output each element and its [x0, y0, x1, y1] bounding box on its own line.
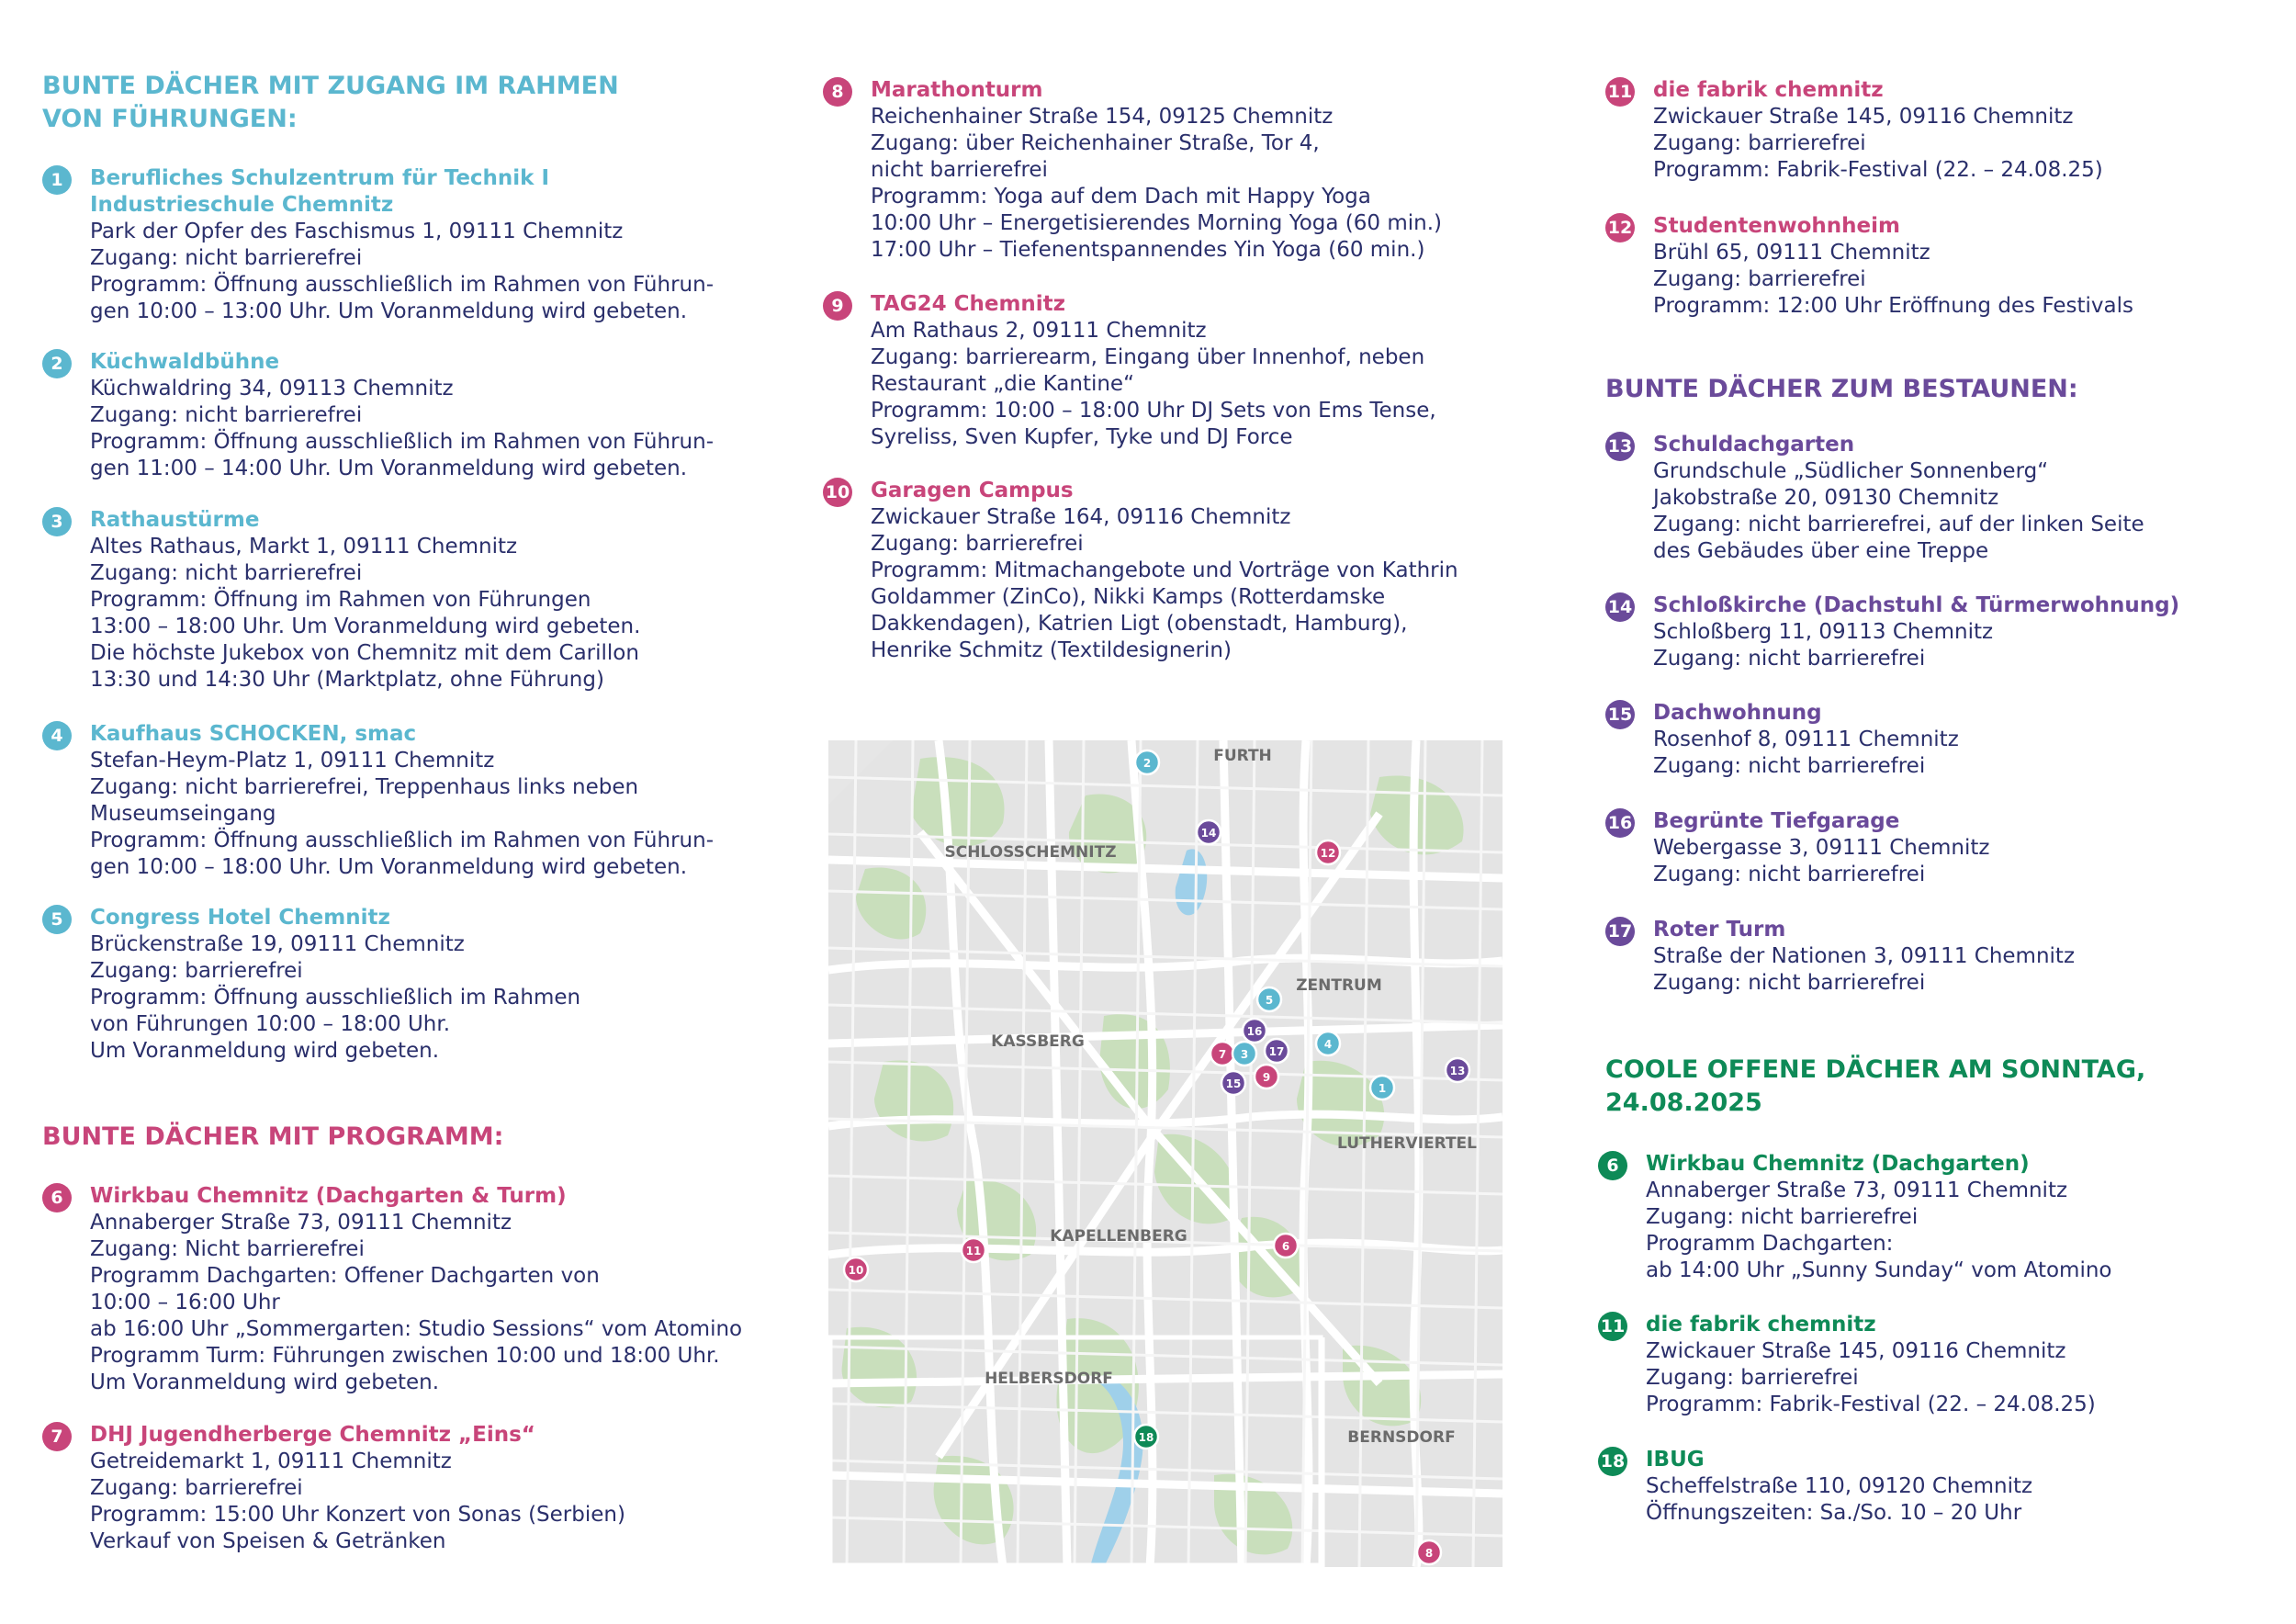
entry-detail: 17:00 Uhr – Tiefenentspannendes Yin Yoga (60 min.): [871, 238, 1425, 262]
map-marker-number: 8: [1424, 1547, 1434, 1560]
map-marker-number: 15: [1225, 1077, 1242, 1090]
entry-title: Industrieschule Chemnitz: [90, 193, 394, 217]
entry-detail: Programm: 12:00 Uhr Eröffnung des Festivals: [1653, 294, 2133, 318]
location-entry: [42, 721, 788, 881]
entry-detail: Die höchste Jukebox von Chemnitz mit dem Carillon: [90, 641, 639, 665]
entry-detail: Goldammer (ZinCo), Nikki Kamps (Rotterdamske: [871, 585, 1386, 609]
entry-detail: Zugang: über Reichenhainer Straße, Tor 4,: [871, 131, 1320, 155]
entry-title: TAG24 Chemnitz: [871, 292, 1066, 316]
map-marker-number: 9: [1262, 1071, 1271, 1084]
entry-title: Schuldachgarten: [1653, 433, 1855, 457]
entry-detail: Um Voranmeldung wird gebeten.: [90, 1370, 440, 1394]
entry-detail: gen 10:00 – 13:00 Uhr. Um Voranmeldung wird gebeten.: [90, 299, 688, 323]
entry-detail: Annaberger Straße 73, 09111 Chemnitz: [1646, 1179, 2068, 1202]
number-badge: 6: [1598, 1151, 1627, 1180]
entry-detail: Programm: Fabrik-Festival (22. – 24.08.25): [1646, 1393, 2096, 1416]
heading-line: BUNTE DÄCHER ZUM BESTAUNEN:: [1605, 375, 2078, 403]
entry-detail: Zugang: barrierefrei: [1646, 1366, 1859, 1390]
location-entry: [1598, 1447, 2296, 1527]
entry-title: Dachwohnung: [1653, 701, 1822, 725]
location-entry: [823, 291, 1569, 451]
entry-title: die fabrik chemnitz: [1646, 1313, 1876, 1336]
map-marker-number: 7: [1218, 1048, 1227, 1061]
map-marker-number: 2: [1142, 757, 1152, 770]
entry-detail: 10:00 – 16:00 Uhr: [90, 1291, 280, 1314]
entry-detail: Rosenhof 8, 09111 Chemnitz: [1653, 727, 1959, 751]
entry-detail: Zugang: Nicht barrierefrei: [90, 1237, 365, 1261]
entry-detail: Programm: Öffnung ausschließlich im Rahmen von Führun-: [90, 273, 714, 297]
entry-title: Studentenwohnheim: [1653, 214, 1900, 238]
entry-detail: gen 10:00 – 18:00 Uhr. Um Voranmeldung wird gebeten.: [90, 855, 688, 879]
entry-detail: Zugang: nicht barrierefrei: [90, 561, 363, 585]
entry-detail: Öffnungszeiten: Sa./So. 10 – 20 Uhr: [1646, 1501, 2022, 1525]
entry-detail: des Gebäudes über eine Treppe: [1653, 539, 1989, 563]
entry-detail: ab 14:00 Uhr „Sunny Sunday“ vom Atomino: [1646, 1258, 2112, 1282]
entry-detail: Zugang: barrierefrei: [1653, 131, 1866, 155]
entry-detail: Jakobstraße 20, 09130 Chemnitz: [1653, 486, 1999, 510]
entry-detail: Zugang: barrierefrei: [90, 959, 303, 983]
entry-detail: Getreidemarkt 1, 09111 Chemnitz: [90, 1449, 452, 1473]
entry-detail: Altes Rathaus, Markt 1, 09111 Chemnitz: [90, 535, 518, 558]
heading-line: BUNTE DÄCHER MIT PROGRAMM:: [42, 1122, 504, 1151]
entry-detail: Zugang: barrierefrei: [871, 532, 1084, 556]
entry-detail: 13:30 und 14:30 Uhr (Marktplatz, ohne Führung): [90, 668, 604, 692]
entry-detail: Annaberger Straße 73, 09111 Chemnitz: [90, 1211, 512, 1235]
entry-detail: Programm Turm: Führungen zwischen 10:00 und 18:00 Uhr.: [90, 1344, 720, 1368]
number-badge: 11: [1605, 77, 1635, 107]
map-marker-number: 13: [1449, 1065, 1466, 1077]
location-entry: [42, 905, 788, 1065]
entry-detail: Syreliss, Sven Kupfer, Tyke und DJ Force: [871, 425, 1293, 449]
number-badge: 18: [1598, 1447, 1627, 1476]
entry-detail: Programm Dachgarten: Offener Dachgarten von: [90, 1264, 600, 1288]
city-map: [828, 740, 1503, 1567]
district-label: LUTHERVIERTEL: [1336, 1134, 1478, 1153]
entry-detail: Schloßberg 11, 09113 Chemnitz: [1653, 620, 1994, 644]
entry-detail: Zugang: nicht barrierefrei: [1653, 647, 1926, 671]
entry-detail: Küchwaldring 34, 09113 Chemnitz: [90, 377, 454, 400]
entry-detail: Brückenstraße 19, 09111 Chemnitz: [90, 932, 465, 956]
number-badge: 3: [42, 507, 72, 536]
location-entry: [823, 77, 1569, 264]
heading-line: COOLE OFFENE DÄCHER AM SONNTAG,: [1605, 1055, 2146, 1084]
district-label: FURTH: [1213, 747, 1272, 765]
heading-line: 24.08.2025: [1605, 1088, 1762, 1117]
number-badge: 7: [42, 1422, 72, 1451]
entry-detail: Zwickauer Straße 164, 09116 Chemnitz: [871, 505, 1291, 529]
location-entry: [1605, 213, 2296, 320]
entry-title: Congress Hotel Chemnitz: [90, 906, 390, 930]
number-badge: 1: [42, 165, 72, 195]
entry-detail: Zugang: nicht barrierefrei: [1646, 1205, 1919, 1229]
entry-detail: Programm Dachgarten:: [1646, 1232, 1894, 1256]
entry-detail: Restaurant „die Kantine“: [871, 372, 1134, 396]
map-marker-number: 5: [1265, 994, 1274, 1007]
district-label: BERNSDORF: [1347, 1428, 1456, 1447]
entry-detail: Henrike Schmitz (Textildesignerin): [871, 638, 1232, 662]
location-entry: [42, 165, 788, 325]
number-badge: 11: [1598, 1312, 1627, 1341]
entry-detail: Grundschule „Südlicher Sonnenberg“: [1653, 459, 2049, 483]
number-badge: 5: [42, 905, 72, 934]
location-entry: [1605, 917, 2296, 997]
entry-title: DHJ Jugendherberge Chemnitz „Eins“: [90, 1423, 535, 1447]
entry-detail: Zwickauer Straße 145, 09116 Chemnitz: [1653, 105, 2074, 129]
entry-detail: Um Voranmeldung wird gebeten.: [90, 1039, 440, 1063]
entry-title: Garagen Campus: [871, 479, 1074, 502]
map-marker-number: 16: [1246, 1025, 1263, 1038]
entry-detail: Zugang: nicht barrierefrei, Treppenhaus links neben: [90, 775, 639, 799]
number-badge: 16: [1605, 808, 1635, 838]
entry-detail: Programm: 10:00 – 18:00 Uhr DJ Sets von Ems Tense,: [871, 399, 1436, 423]
entry-detail: 13:00 – 18:00 Uhr. Um Voranmeldung wird gebeten.: [90, 615, 641, 638]
map-marker-number: 14: [1200, 827, 1217, 840]
entry-detail: Museumseingang: [90, 802, 276, 826]
entry-detail: ab 16:00 Uhr „Sommergarten: Studio Sessions“ vom Atomino: [90, 1317, 743, 1341]
number-badge: 14: [1605, 592, 1635, 622]
entry-detail: 10:00 Uhr – Energetisierendes Morning Yoga (60 min.): [871, 211, 1442, 235]
map-graphic: [828, 740, 1503, 1567]
entry-detail: gen 11:00 – 14:00 Uhr. Um Voranmeldung wird gebeten.: [90, 457, 688, 480]
entry-title: Wirkbau Chemnitz (Dachgarten & Turm): [90, 1184, 567, 1208]
location-entry: [1605, 592, 2296, 672]
entry-detail: nicht barrierefrei: [871, 158, 1048, 182]
entry-detail: Zugang: nicht barrierefrei: [1653, 863, 1926, 886]
entry-detail: Zugang: nicht barrierefrei: [90, 403, 363, 427]
district-label: KAPELLENBERG: [1050, 1227, 1187, 1246]
map-marker-number: 18: [1138, 1431, 1154, 1444]
entry-title: IBUG: [1646, 1448, 1705, 1472]
entry-detail: Am Rathaus 2, 09111 Chemnitz: [871, 319, 1207, 343]
entry-detail: Programm: Öffnung ausschließlich im Rahmen von Führun-: [90, 829, 714, 852]
number-badge: 12: [1605, 213, 1635, 242]
number-badge: 9: [823, 291, 852, 321]
entry-detail: Programm: Fabrik-Festival (22. – 24.08.25): [1653, 158, 2103, 182]
location-entry: [42, 1183, 788, 1396]
entry-detail: Zugang: nicht barrierefrei, auf der linken Seite: [1653, 513, 2144, 536]
entry-detail: Zugang: barrierearm, Eingang über Innenhof, neben: [871, 345, 1425, 369]
number-badge: 6: [42, 1183, 72, 1212]
entry-detail: Park der Opfer des Faschismus 1, 09111 Chemnitz: [90, 220, 624, 243]
location-entry: [1605, 808, 2296, 888]
entry-detail: Programm: Yoga auf dem Dach mit Happy Yoga: [871, 185, 1371, 209]
entry-detail: Zwickauer Straße 145, 09116 Chemnitz: [1646, 1339, 2066, 1363]
entry-detail: Webergasse 3, 09111 Chemnitz: [1653, 836, 1990, 860]
district-label: ZENTRUM: [1296, 976, 1382, 995]
entry-title: Kaufhaus SCHOCKEN, smac: [90, 722, 417, 746]
location-entry: [42, 349, 788, 482]
entry-title: Marathonturm: [871, 78, 1043, 102]
location-entry: [42, 1422, 788, 1555]
entry-title: die fabrik chemnitz: [1653, 78, 1884, 102]
map-marker-number: 12: [1320, 847, 1336, 860]
location-entry: [1598, 1312, 2296, 1418]
number-badge: 4: [42, 721, 72, 750]
entry-detail: Programm: 15:00 Uhr Konzert von Sonas (Serbien): [90, 1503, 625, 1527]
location-entry: [1605, 432, 2296, 565]
entry-detail: Programm: Öffnung im Rahmen von Führungen: [90, 588, 591, 612]
map-marker-number: 3: [1240, 1048, 1249, 1061]
entry-title: Schloßkirche (Dachstuhl & Türmerwohnung): [1653, 593, 2180, 617]
entry-detail: Programm: Öffnung ausschließlich im Rahmen: [90, 986, 581, 1009]
number-badge: 17: [1605, 917, 1635, 946]
entry-detail: Zugang: nicht barrierefrei: [90, 246, 363, 270]
map-marker-number: 11: [965, 1245, 982, 1257]
map-marker-number: 1: [1378, 1082, 1387, 1095]
entry-title: Küchwaldbühne: [90, 350, 280, 374]
entry-detail: Dakkendagen), Katrien Ligt (obenstadt, Hamburg),: [871, 612, 1408, 636]
map-marker-number: 10: [848, 1264, 864, 1277]
location-entry: [1605, 700, 2296, 780]
number-badge: 10: [823, 478, 852, 507]
district-label: KASSBERG: [991, 1032, 1085, 1051]
location-entry: [42, 507, 788, 694]
location-entry: [823, 478, 1569, 664]
number-badge: 8: [823, 77, 852, 107]
entry-detail: Scheffelstraße 110, 09120 Chemnitz: [1646, 1474, 2033, 1498]
heading-line: VON FÜHRUNGEN:: [42, 105, 298, 133]
map-marker-number: 6: [1281, 1240, 1290, 1253]
entry-detail: Verkauf von Speisen & Getränken: [90, 1529, 446, 1553]
entry-detail: Zugang: nicht barrierefrei: [1653, 754, 1926, 778]
heading-program: [42, 1121, 503, 1154]
map-marker-number: 4: [1323, 1038, 1333, 1051]
entry-detail: Brühl 65, 09111 Chemnitz: [1653, 241, 1930, 265]
entry-detail: Zugang: barrierefrei: [1653, 267, 1866, 291]
entry-detail: Programm: Mitmachangebote und Vorträge von Kathrin: [871, 558, 1458, 582]
entry-detail: Programm: Öffnung ausschließlich im Rahmen von Führun-: [90, 430, 714, 454]
entry-title: Wirkbau Chemnitz (Dachgarten): [1646, 1152, 2030, 1176]
number-badge: 2: [42, 349, 72, 378]
entry-detail: Straße der Nationen 3, 09111 Chemnitz: [1653, 944, 2076, 968]
map-marker-number: 17: [1268, 1045, 1285, 1058]
heading-admire: [1605, 373, 2078, 406]
heading-line: BUNTE DÄCHER MIT ZUGANG IM RAHMEN: [42, 72, 619, 100]
entry-title: Rathaustürme: [90, 508, 260, 532]
number-badge: 15: [1605, 700, 1635, 729]
number-badge: 13: [1605, 432, 1635, 461]
entry-title: Roter Turm: [1653, 918, 1786, 942]
location-entry: [1605, 77, 2296, 184]
entry-detail: Reichenhainer Straße 154, 09125 Chemnitz: [871, 105, 1334, 129]
entry-detail: von Führungen 10:00 – 18:00 Uhr.: [90, 1012, 451, 1036]
entry-detail: Zugang: barrierefrei: [90, 1476, 303, 1500]
location-entry: [1598, 1151, 2296, 1284]
entry-title: Begrünte Tiefgarage: [1653, 809, 1900, 833]
heading-sunday: [1605, 1054, 2145, 1120]
district-label: SCHLOSSCHEMNITZ: [944, 843, 1117, 862]
entry-detail: Stefan-Heym-Platz 1, 09111 Chemnitz: [90, 749, 495, 773]
district-label: HELBERSDORF: [985, 1370, 1113, 1388]
entry-title: Berufliches Schulzentrum für Technik I: [90, 166, 550, 190]
heading-guided-tours: [42, 70, 619, 136]
entry-detail: Zugang: nicht barrierefrei: [1653, 971, 1926, 995]
